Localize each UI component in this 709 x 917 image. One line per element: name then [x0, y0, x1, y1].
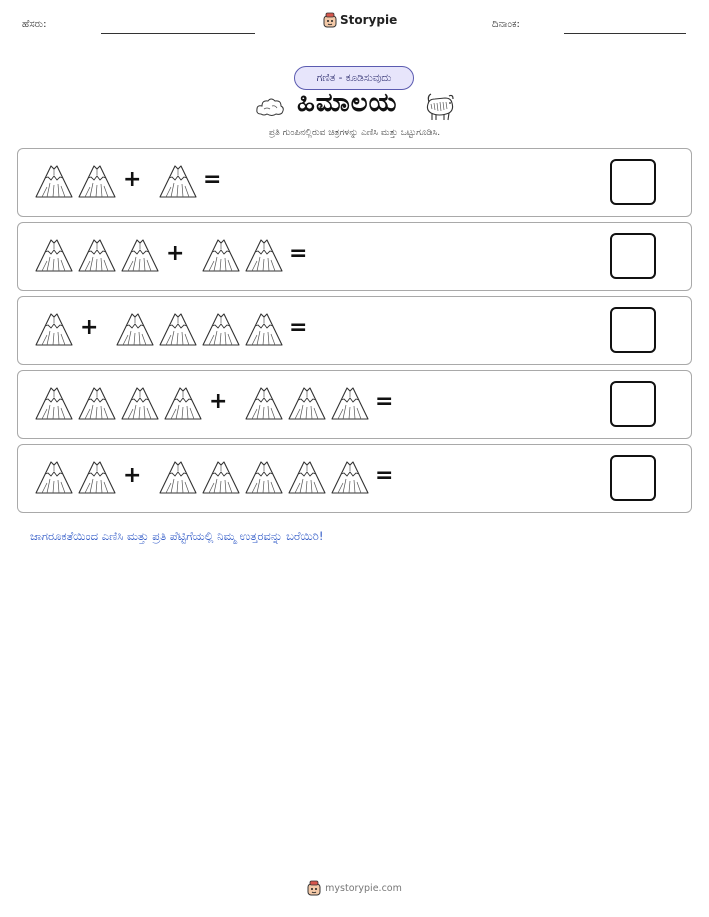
mountain-icon [34, 459, 74, 495]
yak-icon [423, 90, 457, 122]
mountain-icon [158, 459, 198, 495]
mountain-icon [287, 385, 327, 421]
plus-sign: + [209, 389, 228, 414]
mountain-icon [34, 237, 74, 273]
mountain-icon [120, 385, 160, 421]
brand-name: Storypie [340, 13, 398, 27]
plus-sign: + [123, 167, 142, 192]
mountain-icon [115, 311, 155, 347]
equals-sign: = [375, 463, 394, 488]
mountain-icon [330, 385, 370, 421]
name-field[interactable] [101, 33, 255, 34]
problem-row [17, 296, 692, 365]
mountain-icon [120, 237, 160, 273]
name-label: ಹೆಸರು: [22, 19, 47, 30]
mountain-icon [77, 459, 117, 495]
mountain-icon [330, 459, 370, 495]
mountain-icon [201, 459, 241, 495]
footer-note: ಜಾಗರೂಕತೆಯಿಂದ ಎಣಿಸಿ ಮತ್ತು ಪ್ರತಿ ಪೆಟ್ಟಿಗೆಯಲ್ಲಿ ನಿಮ್ಮ ಉತ್ತರವನ್ನು ಬರೆಯಿರಿ! [30, 529, 324, 543]
page-title: ಹಿಮಾಲಯ [297, 88, 398, 118]
equals-sign: = [203, 167, 222, 192]
mountain-icon [244, 311, 284, 347]
mountain-icon [34, 385, 74, 421]
mountain-icon [287, 459, 327, 495]
storypie-logo-icon [323, 12, 337, 28]
mountain-icon [201, 237, 241, 273]
mountain-icon [77, 163, 117, 199]
plus-sign: + [123, 463, 142, 488]
mountain-icon [201, 311, 241, 347]
date-label: ದಿನಾಂಕ: [492, 19, 520, 30]
footer-url: mystorypie.com [325, 882, 402, 894]
mountain-icon [77, 385, 117, 421]
answer-box[interactable] [610, 233, 656, 279]
brand [323, 12, 397, 28]
plus-sign: + [80, 315, 99, 340]
cloud-icon [255, 96, 285, 118]
subject-badge: ಗಣಿತ - ಕೂಡಿಸುವುದು [294, 66, 414, 90]
mountain-icon [244, 459, 284, 495]
header [0, 0, 709, 50]
instruction-text: ಪ್ರತಿ ಗುಂಪಿನಲ್ಲಿರುವ ಚಿತ್ರಗಳನ್ನು ಎಣಿಸಿ ಮತ್ತು ಒಟ್ಟುಗೂಡಿಸಿ. [268, 128, 441, 138]
answer-box[interactable] [610, 159, 656, 205]
date-field[interactable] [564, 33, 686, 34]
plus-sign: + [166, 241, 185, 266]
equals-sign: = [289, 241, 308, 266]
mountain-icon [34, 163, 74, 199]
answer-box[interactable] [610, 307, 656, 353]
answer-box[interactable] [610, 455, 656, 501]
equals-sign: = [289, 315, 308, 340]
equals-sign: = [375, 389, 394, 414]
mountain-icon [163, 385, 203, 421]
mountain-icon [34, 311, 74, 347]
problem-row [17, 444, 692, 513]
storypie-logo-icon [307, 880, 321, 896]
mountain-icon [158, 311, 198, 347]
problem-row [17, 148, 692, 217]
problem-row [17, 222, 692, 291]
mountain-icon [244, 385, 284, 421]
mountain-icon [244, 237, 284, 273]
title-row [255, 88, 460, 124]
problem-row [17, 370, 692, 439]
footer [0, 880, 709, 896]
mountain-icon [158, 163, 198, 199]
mountain-icon [77, 237, 117, 273]
answer-box[interactable] [610, 381, 656, 427]
